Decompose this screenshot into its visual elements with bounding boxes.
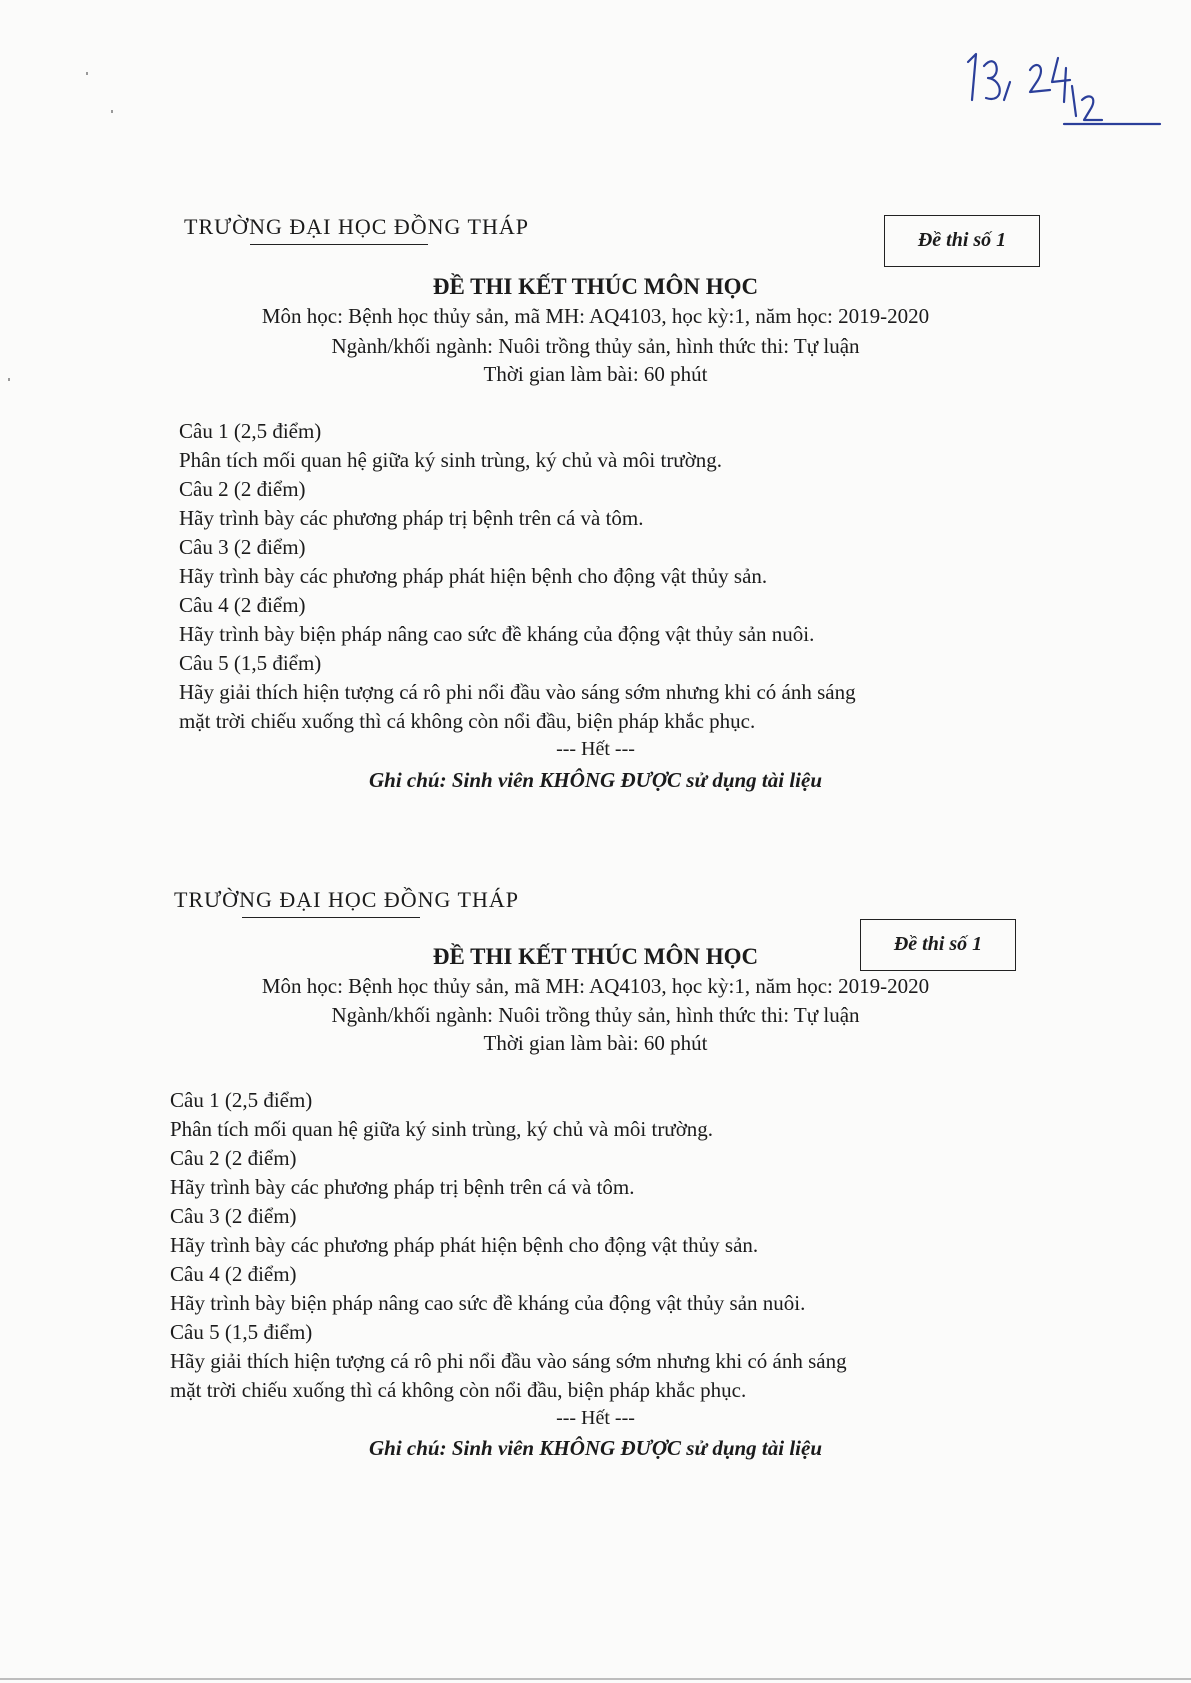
question-text: mặt trời chiếu xuống thì cá không còn nổi đầu, biện pháp khắc phục.	[179, 709, 756, 733]
exam-title: ĐỀ THI KẾT THÚC MÔN HỌC	[432, 274, 759, 299]
question-text: Hãy giải thích hiện tượng cá rô phi nổi đầu vào sáng sớm nhưng khi có ánh sáng	[179, 680, 856, 704]
question-heading: Câu 2 (2 điểm)	[170, 1146, 297, 1170]
question-heading: Câu 5 (1,5 điểm)	[179, 651, 322, 675]
question-text: mặt trời chiếu xuống thì cá không còn nổi đầu, biện pháp khắc phục.	[170, 1378, 747, 1402]
question-text: Hãy trình bày các phương pháp phát hiện bệnh cho động vật thủy sản.	[179, 564, 768, 588]
question-text: Hãy trình bày các phương pháp trị bệnh trên cá và tôm.	[179, 506, 644, 530]
school-name: TRƯỜNG ĐẠI HỌC ĐỒNG THÁP	[184, 214, 529, 239]
question-text: Hãy giải thích hiện tượng cá rô phi nổi đầu vào sáng sớm nhưng khi có ánh sáng	[170, 1349, 847, 1373]
end-mark: --- Hết ---	[556, 1407, 635, 1429]
exam-title: ĐỀ THI KẾT THÚC MÔN HỌC	[432, 944, 759, 969]
course-line: Môn học: Bệnh học thủy sản, mã MH: AQ4103, học kỳ:1, năm học: 2019-2020	[261, 304, 930, 328]
school-name: TRƯỜNG ĐẠI HỌC ĐỒNG THÁP	[174, 887, 519, 912]
exam-sheet-1	[0, 208, 1191, 808]
question-heading: Câu 2 (2 điểm)	[179, 477, 306, 501]
time-line: Thời gian làm bài: 60 phút	[483, 1031, 708, 1055]
exam-note: Ghi chú: Sinh viên KHÔNG ĐƯỢC sử dụng tài liệu	[368, 768, 823, 792]
question-text: Phân tích mối quan hệ giữa ký sinh trùng, ký chủ và môi trường.	[170, 1117, 714, 1141]
question-heading: Câu 1 (2,5 điểm)	[170, 1088, 313, 1112]
end-mark: --- Hết ---	[556, 738, 635, 760]
question-heading: Câu 4 (2 điểm)	[170, 1262, 297, 1286]
handwriting-strokes	[960, 20, 1170, 140]
question-text: Hãy trình bày biện pháp nâng cao sức đề kháng của động vật thủy sản nuôi.	[179, 622, 815, 646]
question-heading: Câu 3 (2 điểm)	[170, 1204, 297, 1228]
school-underline	[250, 244, 428, 245]
question-text: Hãy trình bày các phương pháp phát hiện bệnh cho động vật thủy sản.	[170, 1233, 759, 1257]
exam-note: Ghi chú: Sinh viên KHÔNG ĐƯỢC sử dụng tài liệu	[368, 1436, 823, 1460]
scan-speck	[111, 110, 113, 113]
question-heading: Câu 4 (2 điểm)	[179, 593, 306, 617]
question-text: Phân tích mối quan hệ giữa ký sinh trùng, ký chủ và môi trường.	[179, 448, 723, 472]
exam-code-box: Đề thi số 1	[884, 215, 1040, 267]
major-line: Ngành/khối ngành: Nuôi trồng thủy sản, hình thức thi: Tự luận	[331, 334, 860, 358]
scan-speck	[86, 72, 88, 75]
question-heading: Câu 5 (1,5 điểm)	[170, 1320, 313, 1344]
course-line: Môn học: Bệnh học thủy sản, mã MH: AQ4103, học kỳ:1, năm học: 2019-2020	[261, 974, 930, 998]
school-underline	[242, 917, 420, 918]
scan-edge	[0, 1678, 1191, 1680]
question-text: Hãy trình bày các phương pháp trị bệnh trên cá và tôm.	[170, 1175, 635, 1199]
question-heading: Câu 1 (2,5 điểm)	[179, 419, 322, 443]
question-text: Hãy trình bày biện pháp nâng cao sức đề kháng của động vật thủy sản nuôi.	[170, 1291, 806, 1315]
time-line: Thời gian làm bài: 60 phút	[483, 362, 708, 386]
major-line: Ngành/khối ngành: Nuôi trồng thủy sản, hình thức thi: Tự luận	[331, 1003, 860, 1027]
exam-sheet-2	[0, 881, 1191, 1481]
exam-code-box: Đề thi số 1	[860, 919, 1016, 971]
question-heading: Câu 3 (2 điểm)	[179, 535, 306, 559]
handwritten-annotation	[960, 20, 1170, 140]
